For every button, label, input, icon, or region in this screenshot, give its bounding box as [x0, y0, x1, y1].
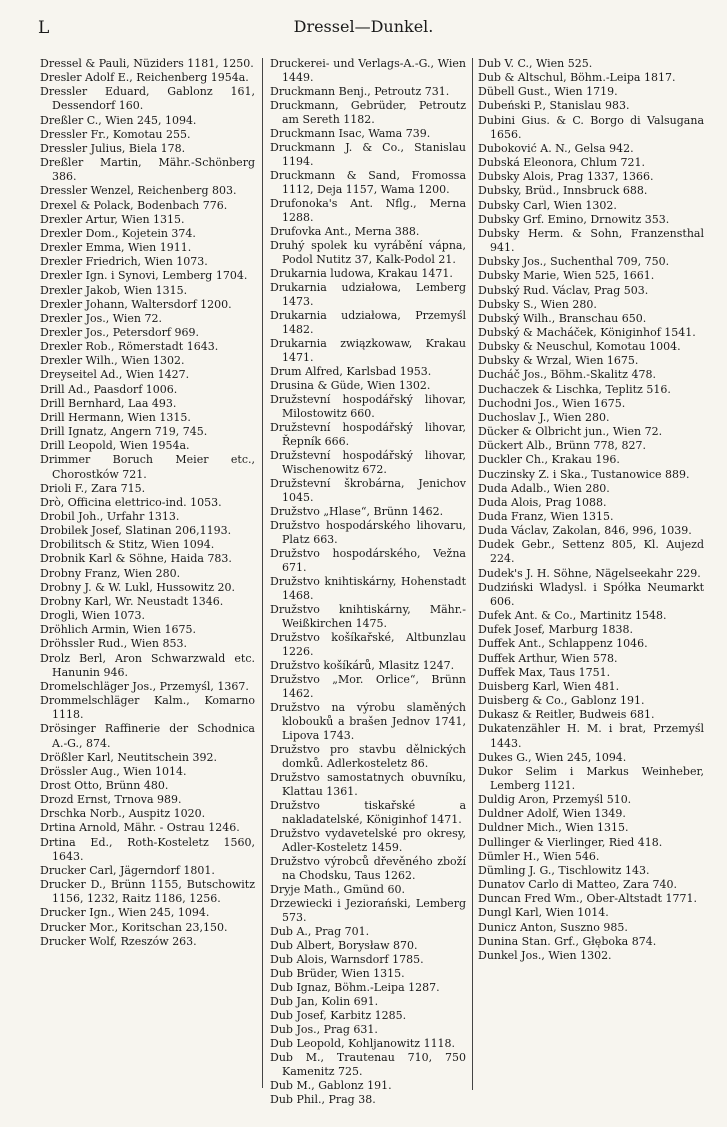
directory-entry: Dungl Karl, Wien 1014. [478, 906, 609, 920]
directory-entry: Drucker Carl, Jägerndorf 1801. [40, 863, 215, 877]
directory-entry: Drucker Wolf, Rzeszów 263. [40, 934, 197, 948]
directory-entry: Duncan Fred Wm., Ober-Altstadt 1771. [478, 892, 697, 906]
directory-entry: Duda Václav, Zakolan, 846, 996, 1039. [478, 524, 692, 538]
directory-entry: Dubský Rud. Václav, Prag 503. [478, 283, 649, 297]
directory-entry: Dukes G., Wien 245, 1094. [478, 750, 627, 764]
directory-entry: Dunatov Carlo di Matteo, Zara 740. [478, 878, 678, 892]
directory-entry: Dücker & Olbricht jun., Wien 72. [478, 425, 663, 439]
directory-entry: Druckmann J. & Co., Stanislau 1194. [270, 141, 466, 168]
directory-entry: Druckerei- und Verlags-A.-G., Wien 1449. [270, 57, 466, 84]
directory-entry: Drexel & Polack, Bodenbach 776. [40, 198, 228, 212]
directory-entry: Dümler H., Wien 546. [478, 849, 600, 863]
directory-entry: Dunkel Jos., Wien 1302. [478, 948, 612, 962]
directory-entry: Duldner Mich., Wien 1315. [478, 821, 629, 835]
directory-entry: Drukarnia ludowa, Krakau 1471. [270, 267, 453, 280]
directory-entry: Duffek Max, Taus 1751. [478, 665, 611, 679]
directory-entry: Družstvo košíkařské, Altbunzlau 1226. [270, 631, 466, 658]
directory-entry: Duchoslav J., Wien 280. [478, 410, 610, 424]
column-divider [472, 58, 473, 1090]
directory-entry: Drtina Arnold, Mähr. - Ostrau 1246. [40, 821, 240, 835]
directory-entry: Duda Adalb., Wien 280. [478, 481, 610, 495]
directory-entry: Duffek Arthur, Wien 578. [478, 651, 618, 665]
directory-entry: Drucker Ign., Wien 245, 1094. [40, 906, 210, 920]
directory-entry: Duchaczek & Lischka, Teplitz 516. [478, 382, 671, 396]
directory-entry: Drill Leopold, Wien 1954a. [40, 439, 190, 453]
directory-entry: Duchodni Jos., Wien 1675. [478, 396, 626, 410]
directory-entry: Drufovka Ant., Merna 388. [270, 225, 420, 238]
directory-entry: Dressler Wenzel, Reichenberg 803. [40, 184, 237, 198]
directory-entry: Družstvo vydavetelské pro okresy, Adler-Kosteletz 1459. [270, 827, 466, 854]
directory-entry: Dudziński Wladysl. i Spółka Neumarkt 606. [478, 580, 704, 608]
directory-entry: Drexler Jos., Wien 72. [40, 311, 162, 325]
directory-entry: Drill Ad., Paasdorf 1006. [40, 382, 178, 396]
directory-entry: Družstevní škrobárna, Jenichov 1045. [270, 477, 466, 504]
directory-entry: Drexler Wilh., Wien 1302. [40, 354, 185, 368]
directory-entry: Družstvo knihtiskárny, Mähr.-Weißkirchen 1475. [270, 603, 466, 630]
directory-entry: Duldig Aron, Przemyśl 510. [478, 793, 632, 807]
directory-entry: Dub Brüder, Wien 1315. [270, 967, 405, 980]
directory-entry: Družstvo samostatnych obuvníku, Klattau 1361. [270, 771, 466, 798]
directory-entry: Duisberg Karl, Wien 481. [478, 679, 620, 693]
directory-entry: Družstvo hospodárského, Vežna 671. [270, 547, 466, 574]
directory-entry: Dröhssler Rud., Wien 853. [40, 637, 187, 651]
directory-entry: Dryje Math., Gmünd 60. [270, 883, 405, 896]
directory-entry: Drobilek Josef, Slatinan 206,1193. [40, 524, 232, 538]
directory-entry: Dub Alois, Warnsdorf 1785. [270, 953, 424, 966]
directory-entry: Družstvo hospodárského lihovaru, Platz 663. [270, 519, 466, 546]
directory-entry: Drexler Emma, Wien 1911. [40, 241, 192, 255]
directory-entry: Duckler Ch., Krakau 196. [478, 453, 620, 467]
directory-entry: Drexler Jakob, Wien 1315. [40, 283, 188, 297]
directory-entry: Dub Jos., Prag 631. [270, 1023, 378, 1036]
directory-entry: Družstvo knihtiskárny, Hohenstadt 1468. [270, 575, 466, 602]
directory-entry: Drill Ignatz, Angern 719, 745. [40, 425, 208, 439]
directory-entry: Drexler Artur, Wien 1315. [40, 212, 185, 226]
directory-entry: Dressler Julius, Biela 178. [40, 141, 186, 155]
directory-entry: Dukatenzähler H. M. i brat, Przemyśl 1443. [478, 722, 704, 750]
directory-entry: Dubsky Jos., Suchenthal 709, 750. [478, 255, 670, 269]
directory-entry: Dudek's J. H. Söhne, Nägelseekahr 229. [478, 566, 701, 580]
directory-entry: Dubsky Alois, Prag 1337, 1366. [478, 170, 654, 184]
directory-entry: Drexler Johann, Waltersdorf 1200. [40, 297, 232, 311]
directory-entry: Drexler Jos., Petersdorf 969. [40, 325, 199, 339]
directory-entry: Dübell Gust., Wien 1719. [478, 85, 618, 99]
directory-entry: Duldner Adolf, Wien 1349. [478, 807, 626, 821]
directory-entry: Družstvo košíkárů, Mlasitz 1247. [270, 659, 455, 672]
directory-entry: Duczinsky Z. i Ska., Tustanowice 889. [478, 467, 690, 481]
directory-entry: Duboković A. N., Gelsa 942. [478, 141, 634, 155]
directory-entry: Drufonoka's Ant. Nflg., Merna 1288. [270, 197, 466, 224]
directory-entry: Drobil Joh., Urfahr 1313. [40, 510, 180, 523]
directory-entry: Družstevní hospodářský lihovar, Řepník 666. [270, 421, 466, 448]
directory-entry: Dubsky & Neuschul, Komotau 1004. [478, 340, 681, 354]
directory-entry: Dubsky Marie, Wien 525, 1661. [478, 269, 655, 283]
directory-entry: Drommelschläger Kalm., Komarno 1118. [40, 694, 255, 722]
directory-entry: Dullinger & Vierlinger, Ried 418. [478, 835, 663, 849]
directory-entry: Družstvo pro stavbu dělnických domků. Adlerkosteletz 86. [270, 743, 466, 770]
directory-entry: Dub Ignaz, Böhm.-Leipa 1287. [270, 981, 440, 994]
directory-entry: Drost Otto, Brünn 480. [40, 778, 169, 792]
directory-entry: Dubsky Herm. & Sohn, Franzensthal 941. [478, 226, 704, 255]
directory-entry: Dub Jan, Kolin 691. [270, 995, 379, 1008]
directory-entry: Dressler Fr., Komotau 255. [40, 127, 191, 141]
directory-entry: Dubský & Macháček, Königinhof 1541. [478, 325, 696, 339]
directory-entry: Dubini Gius. & C. Borgo di Valsugana 1656. [478, 113, 704, 141]
directory-entry: Duda Alois, Prag 1088. [478, 495, 607, 509]
directory-entry: Dunicz Anton, Suszno 985. [478, 920, 628, 934]
directory-entry: Družstevní hospodářský lihovar, Milostowitz 660. [270, 393, 466, 420]
directory-column-1 [40, 57, 255, 949]
directory-entry: Dromelschläger Jos., Przemyśl, 1367. [40, 679, 249, 693]
directory-entry: Dub M., Trautenau 710, 750 Kamenitz 725. [270, 1051, 466, 1078]
directory-entry: Dubsky Carl, Wien 1302. [478, 198, 617, 212]
column-divider [262, 58, 263, 1088]
directory-entry: Dub Phil., Prag 38. [270, 1093, 376, 1106]
directory-entry: Družstvo tiskařské a nakladatelské, Königinhof 1471. [270, 799, 466, 826]
directory-entry: Dub Josef, Karbitz 1285. [270, 1009, 407, 1022]
directory-entry: Duffek Ant., Schlappenz 1046. [478, 637, 648, 651]
directory-entry: Dufek Josef, Marburg 1838. [478, 623, 633, 637]
directory-entry: Drössler Aug., Wien 1014. [40, 764, 187, 778]
directory-entry: Dub V. C., Wien 525. [478, 57, 593, 70]
directory-entry: Drukarnia związkowaw, Krakau 1471. [270, 337, 466, 364]
directory-entry: Dubeński P., Stanislau 983. [478, 99, 630, 113]
page-letter: L [38, 18, 51, 38]
directory-entry: Dub M., Gablonz 191. [270, 1079, 392, 1092]
directory-entry: Dub Albert, Borysław 870. [270, 939, 418, 952]
directory-entry: Drexler Friedrich, Wien 1073. [40, 255, 208, 269]
directory-entry: Drukarnia udziałowa, Lemberg 1473. [270, 281, 466, 308]
directory-entry: Dudek Gebr., Settenz 805, Kl. Aujezd 224. [478, 538, 704, 566]
directory-entry: Dubsky, Brüd., Innsbruck 688. [478, 184, 648, 198]
directory-entry: Drusina & Güde, Wien 1302. [270, 379, 431, 392]
directory-entry: Dröhlich Armin, Wien 1675. [40, 623, 197, 637]
directory-entry: Drum Alfred, Karlsbad 1953. [270, 365, 432, 378]
directory-entry: Drexler Rob., Römerstadt 1643. [40, 340, 219, 354]
directory-entry: Duda Franz, Wien 1315. [478, 510, 614, 523]
directory-entry: Dreßler C., Wien 245, 1094. [40, 113, 197, 127]
directory-entry: Drschka Norb., Auspitz 1020. [40, 807, 206, 821]
directory-entry: Drolz Berl, Aron Schwarzwald etc. Hanunin 946. [40, 651, 255, 679]
directory-entry: Drexler Ign. i Synovi, Lemberg 1704. [40, 269, 248, 283]
directory-entry: Drobny J. & W. Lukl, Hussowitz 20. [40, 580, 236, 594]
directory-entry: Drill Hermann, Wien 1315. [40, 410, 191, 424]
directory-entry: Drozd Ernst, Trnova 989. [40, 793, 182, 807]
directory-entry: Drobilitsch & Stitz, Wien 1094. [40, 538, 215, 552]
directory-entry: Dubsky S., Wien 280. [478, 297, 597, 311]
directory-entry: Druckmann, Gebrüder, Petroutz am Sereth 1182. [270, 99, 466, 126]
directory-entry: Drösinger Raffinerie der Schodnica A.-G., 874. [40, 722, 255, 750]
directory-entry: Druhý spolek ku vyrábění vápna, Podol Nutitz 37, Kalk-Podol 21. [270, 239, 466, 266]
directory-entry: Druckmann Isac, Wama 739. [270, 127, 431, 140]
directory-entry: Dressler Eduard, Gablonz 161, Dessendorf 160. [40, 85, 255, 113]
directory-entry: Drukarnia udziałowa, Przemyśl 1482. [270, 309, 466, 336]
directory-entry: Drò, Officina elettrico-ind. 1053. [40, 495, 222, 509]
directory-entry: Dubská Eleonora, Chlum 721. [478, 156, 646, 170]
directory-entry: Dukor Selim i Markus Weinheber, Lemberg 1121. [478, 764, 704, 792]
directory-entry: Drößler Karl, Neutitschein 392. [40, 750, 217, 764]
directory-entry: Druckmann Benj., Petroutz 731. [270, 85, 450, 98]
directory-entry: Dubský Wilh., Branschau 650. [478, 311, 647, 325]
directory-entry: Drioli F., Zara 715. [40, 481, 146, 495]
directory-entry: Dubsky & Wrzal, Wien 1675. [478, 354, 639, 368]
directory-column-2 [270, 57, 466, 1107]
directory-entry: Dufek Ant. & Co., Martinitz 1548. [478, 609, 667, 623]
directory-entry: Dückert Alb., Brünn 778, 827. [478, 439, 646, 453]
directory-entry: Dub & Altschul, Böhm.-Leipa 1817. [478, 71, 676, 85]
directory-entry: Drucker D., Brünn 1155, Butschowitz 1156, 1232, Raitz 1186, 1256. [40, 878, 255, 906]
directory-column-3 [478, 57, 704, 963]
directory-entry: Dub A., Prag 701. [270, 925, 370, 938]
directory-entry: Drogli, Wien 1073. [40, 609, 145, 623]
directory-entry: Dresler Adolf E., Reichenberg 1954a. [40, 71, 249, 85]
directory-entry: Duisberg & Co., Gablonz 191. [478, 694, 645, 708]
directory-entry: Drobny Franz, Wien 280. [40, 566, 181, 580]
page-title: Dressel—Dunkel. [293, 17, 434, 36]
directory-entry: Drill Bernhard, Laa 493. [40, 396, 177, 410]
directory-entry: Drimmer Boruch Meier etc., Chorostków 721. [40, 453, 255, 481]
directory-entry: Družstvo výrobců dřevěného zboží na Chodsku, Taus 1262. [270, 855, 466, 882]
directory-entry: Dümling J. G., Tischlowitz 143. [478, 863, 650, 877]
directory-entry: Dreßler Martin, Mähr.-Schönberg 386. [40, 156, 255, 184]
directory-entry: Družstvo „Mor. Orlice“, Brünn 1462. [270, 673, 466, 700]
directory-entry: Dunina Stan. Grf., Głęboka 874. [478, 934, 657, 948]
directory-entry: Dreyseitel Ad., Wien 1427. [40, 368, 190, 382]
directory-entry: Družstevní hospodářský lihovar, Wischenowitz 672. [270, 449, 466, 476]
directory-entry: Družstvo na výrobu slaměných klobouků a brašen Jednov 1741, Lipova 1743. [270, 701, 466, 742]
directory-entry: Drexler Dom., Kojetein 374. [40, 226, 196, 240]
directory-entry: Drobny Karl, Wr. Neustadt 1346. [40, 594, 224, 608]
directory-entry: Družstvo „Hlase“, Brünn 1462. [270, 505, 444, 518]
directory-entry: Ducháč Jos., Böhm.-Skalitz 478. [478, 368, 656, 382]
directory-entry: Dressel & Pauli, Nüziders 1181, 1250. [40, 57, 254, 70]
directory-entry: Drzewiecki i Jeziorański, Lemberg 573. [270, 897, 466, 924]
directory-entry: Drucker Mor., Koritschan 23,150. [40, 920, 228, 934]
directory-entry: Drtina Ed., Roth-Kosteletz 1560, 1643. [40, 835, 255, 863]
directory-entry: Druckmann & Sand, Fromossa 1112, Deja 1157, Wama 1200. [270, 169, 466, 196]
directory-entry: Dukasz & Reitler, Budweis 681. [478, 708, 655, 722]
directory-entry: Dubsky Grf. Emino, Drnowitz 353. [478, 212, 670, 226]
directory-entry: Drobnik Karl & Söhne, Haida 783. [40, 552, 232, 566]
directory-entry: Dub Leopold, Kohljanowitz 1118. [270, 1037, 456, 1050]
